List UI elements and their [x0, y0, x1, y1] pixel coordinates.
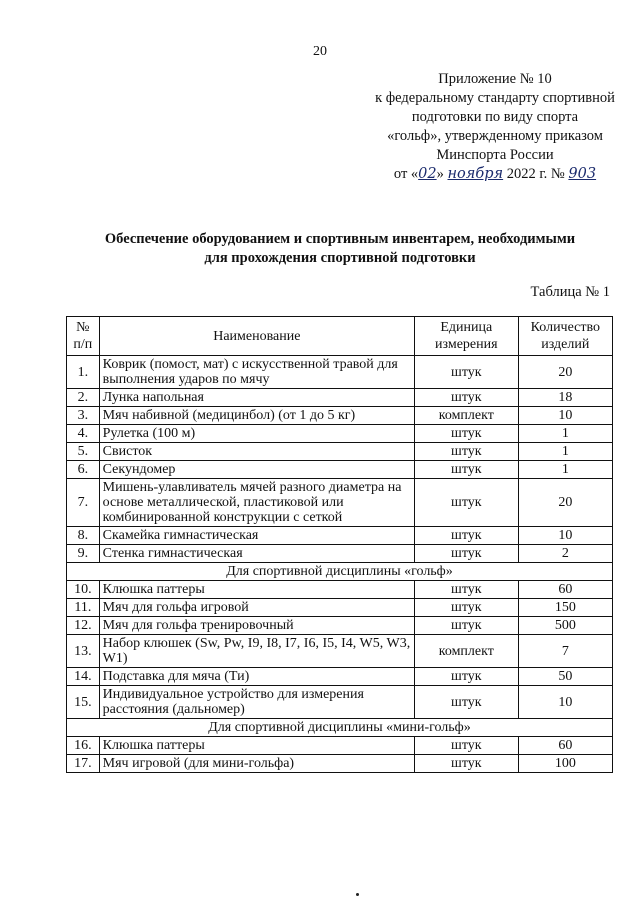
item-quantity: 60 — [518, 737, 612, 755]
table-body-general — [67, 356, 613, 563]
handwritten-order-number: 903 — [568, 166, 597, 182]
item-quantity: 20 — [518, 479, 612, 527]
row-number: 1. — [67, 356, 100, 389]
row-number: 3. — [67, 407, 100, 425]
table-header-row — [67, 317, 613, 356]
item-unit: штук — [414, 545, 518, 563]
date-mid: » — [436, 166, 448, 182]
order-date-line — [330, 165, 640, 184]
item-quantity: 10 — [518, 527, 612, 545]
item-quantity: 18 — [518, 389, 612, 407]
item-unit: комплект — [414, 407, 518, 425]
table-section-minigolf — [67, 719, 613, 737]
section-heading-golf: Для спортивной дисциплины «гольф» — [67, 563, 613, 581]
row-number: 6. — [67, 461, 100, 479]
table-row — [67, 479, 613, 527]
handwritten-day: 02 — [418, 166, 437, 182]
item-quantity: 100 — [518, 755, 612, 773]
item-quantity: 1 — [518, 461, 612, 479]
title-line: Обеспечение оборудованием и спортивным инвентарем, необходимыми — [104, 231, 576, 247]
row-number: 15. — [67, 686, 100, 719]
table-row — [67, 737, 613, 755]
item-unit: штук — [414, 389, 518, 407]
column-header-number: № п/п — [67, 317, 100, 356]
item-name: Набор клюшек (Sw, Pw, I9, I8, I7, I6, I5, I4, W5, W3, W1) — [99, 635, 414, 668]
item-name: Скамейка гимнастическая — [99, 527, 414, 545]
row-number: 17. — [67, 755, 100, 773]
column-header-name: Наименование — [99, 317, 414, 356]
row-number: 8. — [67, 527, 100, 545]
table-row — [67, 425, 613, 443]
table-row — [67, 581, 613, 599]
row-number: 2. — [67, 389, 100, 407]
table-section-golf — [67, 563, 613, 581]
item-name: Лунка напольная — [99, 389, 414, 407]
appendix-line: к федеральному стандарту спортивной — [375, 90, 615, 106]
item-name: Подставка для мяча (Ти) — [99, 668, 414, 686]
item-unit: комплект — [414, 635, 518, 668]
item-unit: штук — [414, 527, 518, 545]
title-line: для прохождения спортивной подготовки — [204, 250, 476, 266]
table-body-minigolf — [67, 737, 613, 773]
row-number: 13. — [67, 635, 100, 668]
item-name: Стенка гимнастическая — [99, 545, 414, 563]
appendix-line: подготовки по виду спорта — [411, 109, 579, 125]
item-quantity: 10 — [518, 407, 612, 425]
table-row — [67, 443, 613, 461]
row-number: 5. — [67, 443, 100, 461]
table-row — [67, 599, 613, 617]
table-row — [67, 755, 613, 773]
item-quantity: 50 — [518, 668, 612, 686]
row-number: 16. — [67, 737, 100, 755]
item-unit: штук — [414, 668, 518, 686]
row-number: 9. — [67, 545, 100, 563]
table-row — [67, 461, 613, 479]
table-row — [67, 527, 613, 545]
table-row — [67, 617, 613, 635]
page-number: 20 — [313, 44, 327, 59]
table-row — [67, 668, 613, 686]
section-row — [67, 563, 613, 581]
item-unit: штук — [414, 581, 518, 599]
item-quantity: 500 — [518, 617, 612, 635]
item-name: Секундомер — [99, 461, 414, 479]
item-quantity: 2 — [518, 545, 612, 563]
item-quantity: 7 — [518, 635, 612, 668]
item-unit: штук — [414, 599, 518, 617]
equipment-table — [66, 316, 613, 773]
item-name: Рулетка (100 м) — [99, 425, 414, 443]
item-unit: штук — [414, 617, 518, 635]
table-row — [67, 407, 613, 425]
column-header-unit: Единица измерения — [414, 317, 518, 356]
date-prefix: от « — [393, 166, 419, 182]
item-name: Мяч для гольфа игровой — [99, 599, 414, 617]
item-name: Мяч для гольфа тренировочный — [99, 617, 414, 635]
document-title — [60, 230, 620, 268]
table-row — [67, 545, 613, 563]
table-label: Таблица № 1 — [530, 284, 610, 300]
item-quantity: 10 — [518, 686, 612, 719]
item-name: Коврик (помост, мат) с искусственной травой для выполнения ударов по мячу — [99, 356, 414, 389]
row-number: 11. — [67, 599, 100, 617]
date-year: 2022 г. № — [503, 166, 569, 182]
scan-speck — [356, 893, 359, 896]
table-body-golf — [67, 581, 613, 719]
item-quantity: 60 — [518, 581, 612, 599]
item-unit: штук — [414, 737, 518, 755]
item-unit: штук — [414, 479, 518, 527]
item-name: Клюшка паттеры — [99, 581, 414, 599]
table-row — [67, 686, 613, 719]
item-name: Клюшка паттеры — [99, 737, 414, 755]
item-quantity: 150 — [518, 599, 612, 617]
section-row — [67, 719, 613, 737]
row-number: 12. — [67, 617, 100, 635]
appendix-line: Приложение № 10 — [438, 71, 552, 87]
item-unit: штук — [414, 686, 518, 719]
item-name: Мяч набивной (медицинбол) (от 1 до 5 кг) — [99, 407, 414, 425]
appendix-header — [330, 70, 640, 184]
item-unit: штук — [414, 443, 518, 461]
item-quantity: 1 — [518, 443, 612, 461]
column-header-quantity: Количество изделий — [518, 317, 612, 356]
row-number: 7. — [67, 479, 100, 527]
item-unit: штук — [414, 755, 518, 773]
item-name: Мишень-улавливатель мячей разного диаметра на основе металлической, пластиковой или комбинированной конструкции с сеткой — [99, 479, 414, 527]
row-number: 14. — [67, 668, 100, 686]
item-unit: штук — [414, 425, 518, 443]
section-heading-minigolf: Для спортивной дисциплины «мини-гольф» — [67, 719, 613, 737]
item-unit: штук — [414, 356, 518, 389]
item-quantity: 20 — [518, 356, 612, 389]
appendix-line: Минспорта России — [436, 147, 554, 163]
table-row — [67, 389, 613, 407]
handwritten-month: ноября — [447, 166, 504, 182]
item-unit: штук — [414, 461, 518, 479]
item-quantity: 1 — [518, 425, 612, 443]
row-number: 10. — [67, 581, 100, 599]
row-number: 4. — [67, 425, 100, 443]
table-row — [67, 635, 613, 668]
table-row — [67, 356, 613, 389]
item-name: Свисток — [99, 443, 414, 461]
appendix-line: «гольф», утвержденному приказом — [387, 128, 603, 144]
item-name: Мяч игровой (для мини-гольфа) — [99, 755, 414, 773]
item-name: Индивидуальное устройство для измерения расстояния (дальномер) — [99, 686, 414, 719]
